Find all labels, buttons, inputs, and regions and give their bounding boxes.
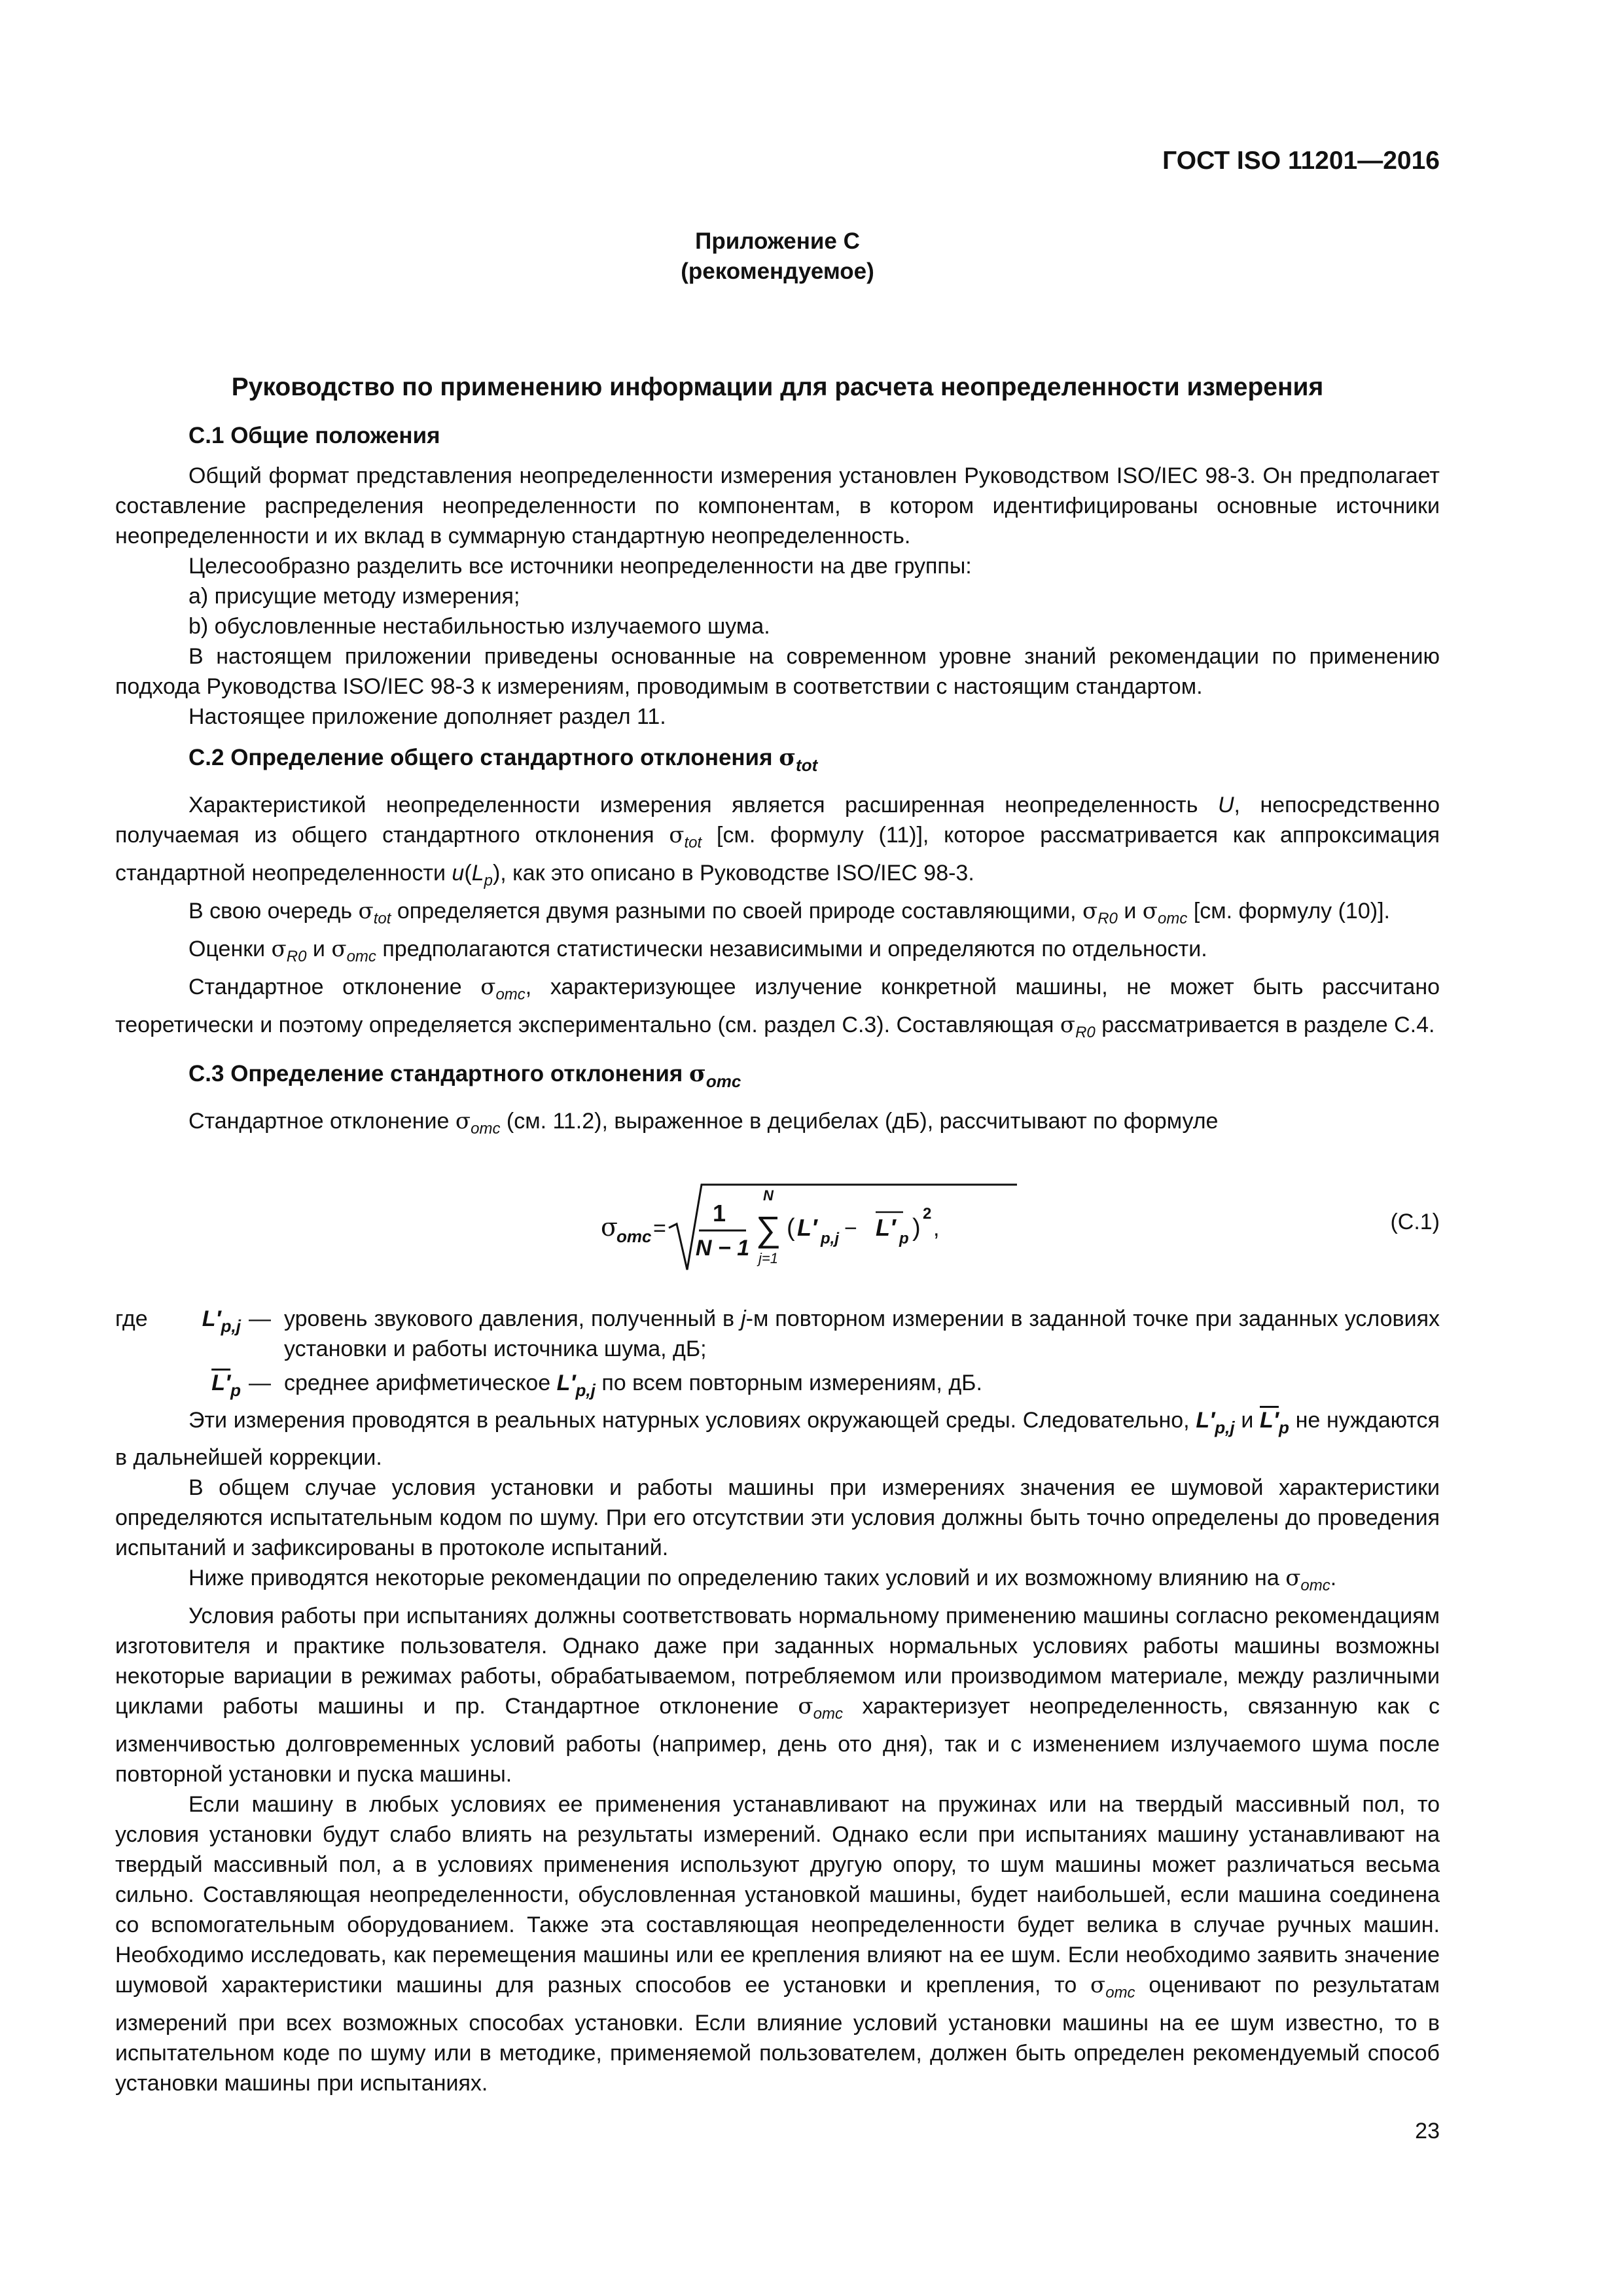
definition-text: уровень звукового давления, полученный в j-м повторном измерении в заданной точке при заданных условиях установки и работы источника шума, дБ; [284,1306,1440,1361]
formula-number: (С.1) [1390,1210,1440,1234]
section-c1-heading: С.1 Общие положения [188,423,440,448]
formula-term2-subscript: p [899,1230,909,1247]
definition-text: среднее арифметическое $L'_{p,j}$ по всем повторным измерениям, дБ. [284,1371,982,1400]
where-label: где [115,1306,148,1331]
formula-numerator: 1 [712,1200,726,1227]
formula-graphic [601,1173,1020,1284]
section-c3-heading: С.3 Определение стандартного отклонения $\sigma_{omc}$ [188,1060,741,1091]
section-c3-paragraph: Если машину в любых условиях ее применения устанавливают на пружинах или на твердый массивный пол, то условия установки будут слабо влиять на результаты измерений. Однако если при испытаниях машину устанавливают на твердый массивный пол, а в условиях применения используют другую опору, то шум машины может различаться весьма сильно. Составляющая неопределенности, обусловленная установкой машины, будет наибольшей, если машина соединена со вспомогательным оборудованием. Также эта составляющая неопределенности будет велика в случае ручных машин. Необходимо исследовать, как перемещения машины или ее крепления влияют на ее шум. Если необходимо заявить значение шумовой характеристики машины для разных способов ее установки и крепления, то $\sigma_{omc}$ оценивают по результатам измерений при всех возможных способах установки. Если влияние условий установки машины на ее шум известно, то в испытательном коде по шуму или в методике, применяемой пользователем, должен быть определен рекомендуемый способ установки машины при испытаниях. [115,1792,1440,2096]
formula-lhs-sigma: σ [601,1213,618,1242]
annex-status: (рекомендуемое) [681,259,874,284]
section-c3-paragraph: Эти измерения проводятся в реальных натурных условиях окружающей среды. Следовательно, $L'_{p,j}$ и $L'_p$ не нуждаются в дальнейшей коррекции. [115,1408,1440,1470]
standard-designation: ГОСТ ISO 11201—2016 [1162,147,1440,175]
section-c3-paragraph: В общем случае условия установки и работы машины при измерениях значения ее шумовой характеристики определяются испытательным кодом по шуму. При его отсутствии эти условия должны быть точно определены до проведения испытаний и зафиксированы в протоколе испытаний. [115,1475,1440,1560]
document-body [115,420,1440,2098]
list-item-b: b) обусловленные нестабильностью излучаемого шума. [188,614,770,639]
formula-sum-sign: ∑ [755,1210,781,1249]
section-c2-paragraph: Стандартное отклонение $\sigma_{omc}$, характеризующее излучение конкретной машины, не может быть рассчитано теоретически и поэтому определяется экспериментально (см. раздел С.3). Составляющая $\sigma_{R0}$ рассматривается в разделе С.4. [115,974,1440,1041]
section-c2-heading: С.2 Определение общего стандартного отклонения $\sigma_{tot}$ [188,744,818,775]
formula-comma: , [933,1216,940,1241]
document-page [115,0,1440,2296]
formula-term1-subscript: p,j [821,1230,839,1247]
section-c1-paragraph: Целесообразно разделить все источники неопределенности на две группы: [188,554,972,579]
formula-minus: − [844,1216,857,1241]
formula-sum-lower: j=1 [758,1250,778,1266]
formula-denominator: N − 1 [695,1236,750,1261]
section-c2-paragraph: Характеристикой неопределенности измерения является расширенная неопределенность U, непосредственно получаемая из общего стандартного отклонения $\sigma_{tot}$ [см. формулу (11)], которое рассматривается как аппроксимация стандартной неопределенности $u(L_p)$, как это описано в Руководстве ISO/IEC 98-3. [115,793,1440,889]
formula-equals: = [653,1216,666,1241]
formula-power: 2 [923,1205,932,1223]
definition-symbol: $L'_{p,j}$ [202,1306,241,1336]
list-item-a: а) присущие методу измерения; [188,584,520,609]
section-c3-paragraph: Стандартное отклонение $\sigma_{omc}$ (см. 11.2), выраженное в децибелах (дБ), рассчитывают по формуле [188,1108,1219,1138]
definition-row: $L'_p$ — среднее арифметическое $L'_{p,j}$ по всем повторным измерениям, дБ. [115,1368,1440,1405]
definition-symbol: $L'_p$ [211,1371,241,1400]
formula-lhs-subscript: omc [616,1227,652,1246]
page-number: 23 [1415,2119,1440,2144]
formula-term1: L′ [797,1214,817,1241]
formula-c1 [115,1173,1440,1284]
annex-label: Приложение С [695,228,860,254]
annex-heading [115,226,1440,287]
section-c3-paragraph: Условия работы при испытаниях должны соответствовать нормальному применению машины согласно рекомендациям изготовителя и практике пользователя. Однако даже при заданных нормальных условиях работы машины возможны некоторые вариации в режимах работы, обрабатываемом, потребляемом или производимом материале, между различными циклами работы машины и пр. Стандартное отклонение $\sigma_{omc}$ характеризует неопределенность, связанную как с изменчивостью долговременных условий работы (например, день ото дня), так и с изменением излучаемого шума после повторной установки и пуска машины. [115,1604,1440,1787]
section-c1-paragraph: В настоящем приложении приведены основанные на современном уровне знаний рекомендации по применению подхода Руководства ISO/IEC 98-3 к измерениям, проводимым в соответствии с настоящим стандартом. [115,644,1440,699]
section-c1-paragraph: Настоящее приложение дополняет раздел 11. [188,704,666,729]
section-c2-paragraph: В свою очередь $\sigma_{tot}$ определяется двумя разными по своей природе составляющими, $\sigma_{R0}$ и $\sigma_{omc}$ [см. формулу (10)]. [188,898,1390,927]
section-c1-paragraph: Общий формат представления неопределенности измерения установлен Руководством ISO/IEC 98-3. Он предполагает составление распределения неопределенности по компонентам, в котором идентифицированы основные источники неопределенности и их вклад в суммарную стандартную неопределенность. [115,463,1440,548]
section-c2-paragraph: Оценки $\sigma_{R0}$ и $\sigma_{omc}$ предполагаются статистически независимыми и определяются по отдельности. [188,936,1207,965]
definition-row: где $L'_{p,j}$ — уровень звукового давления, полученный в j-м повторном измерении в заданной точке при заданных условиях установки и работы источника шума, дБ; [115,1304,1440,1364]
formula-term2: L′ [876,1214,896,1241]
formula-sum-upper: N [763,1187,774,1204]
symbol-definitions [115,1304,1440,1405]
formula-paren-open: ( [787,1214,795,1242]
formula-paren-close: ) [912,1214,921,1242]
annex-title: Руководство по применению информации для расчета неопределенности измерения [231,373,1324,401]
section-c3-paragraph: Ниже приводятся некоторые рекомендации по определению таких условий и их возможному влиянию на $\sigma_{omc}$. [188,1565,1337,1594]
